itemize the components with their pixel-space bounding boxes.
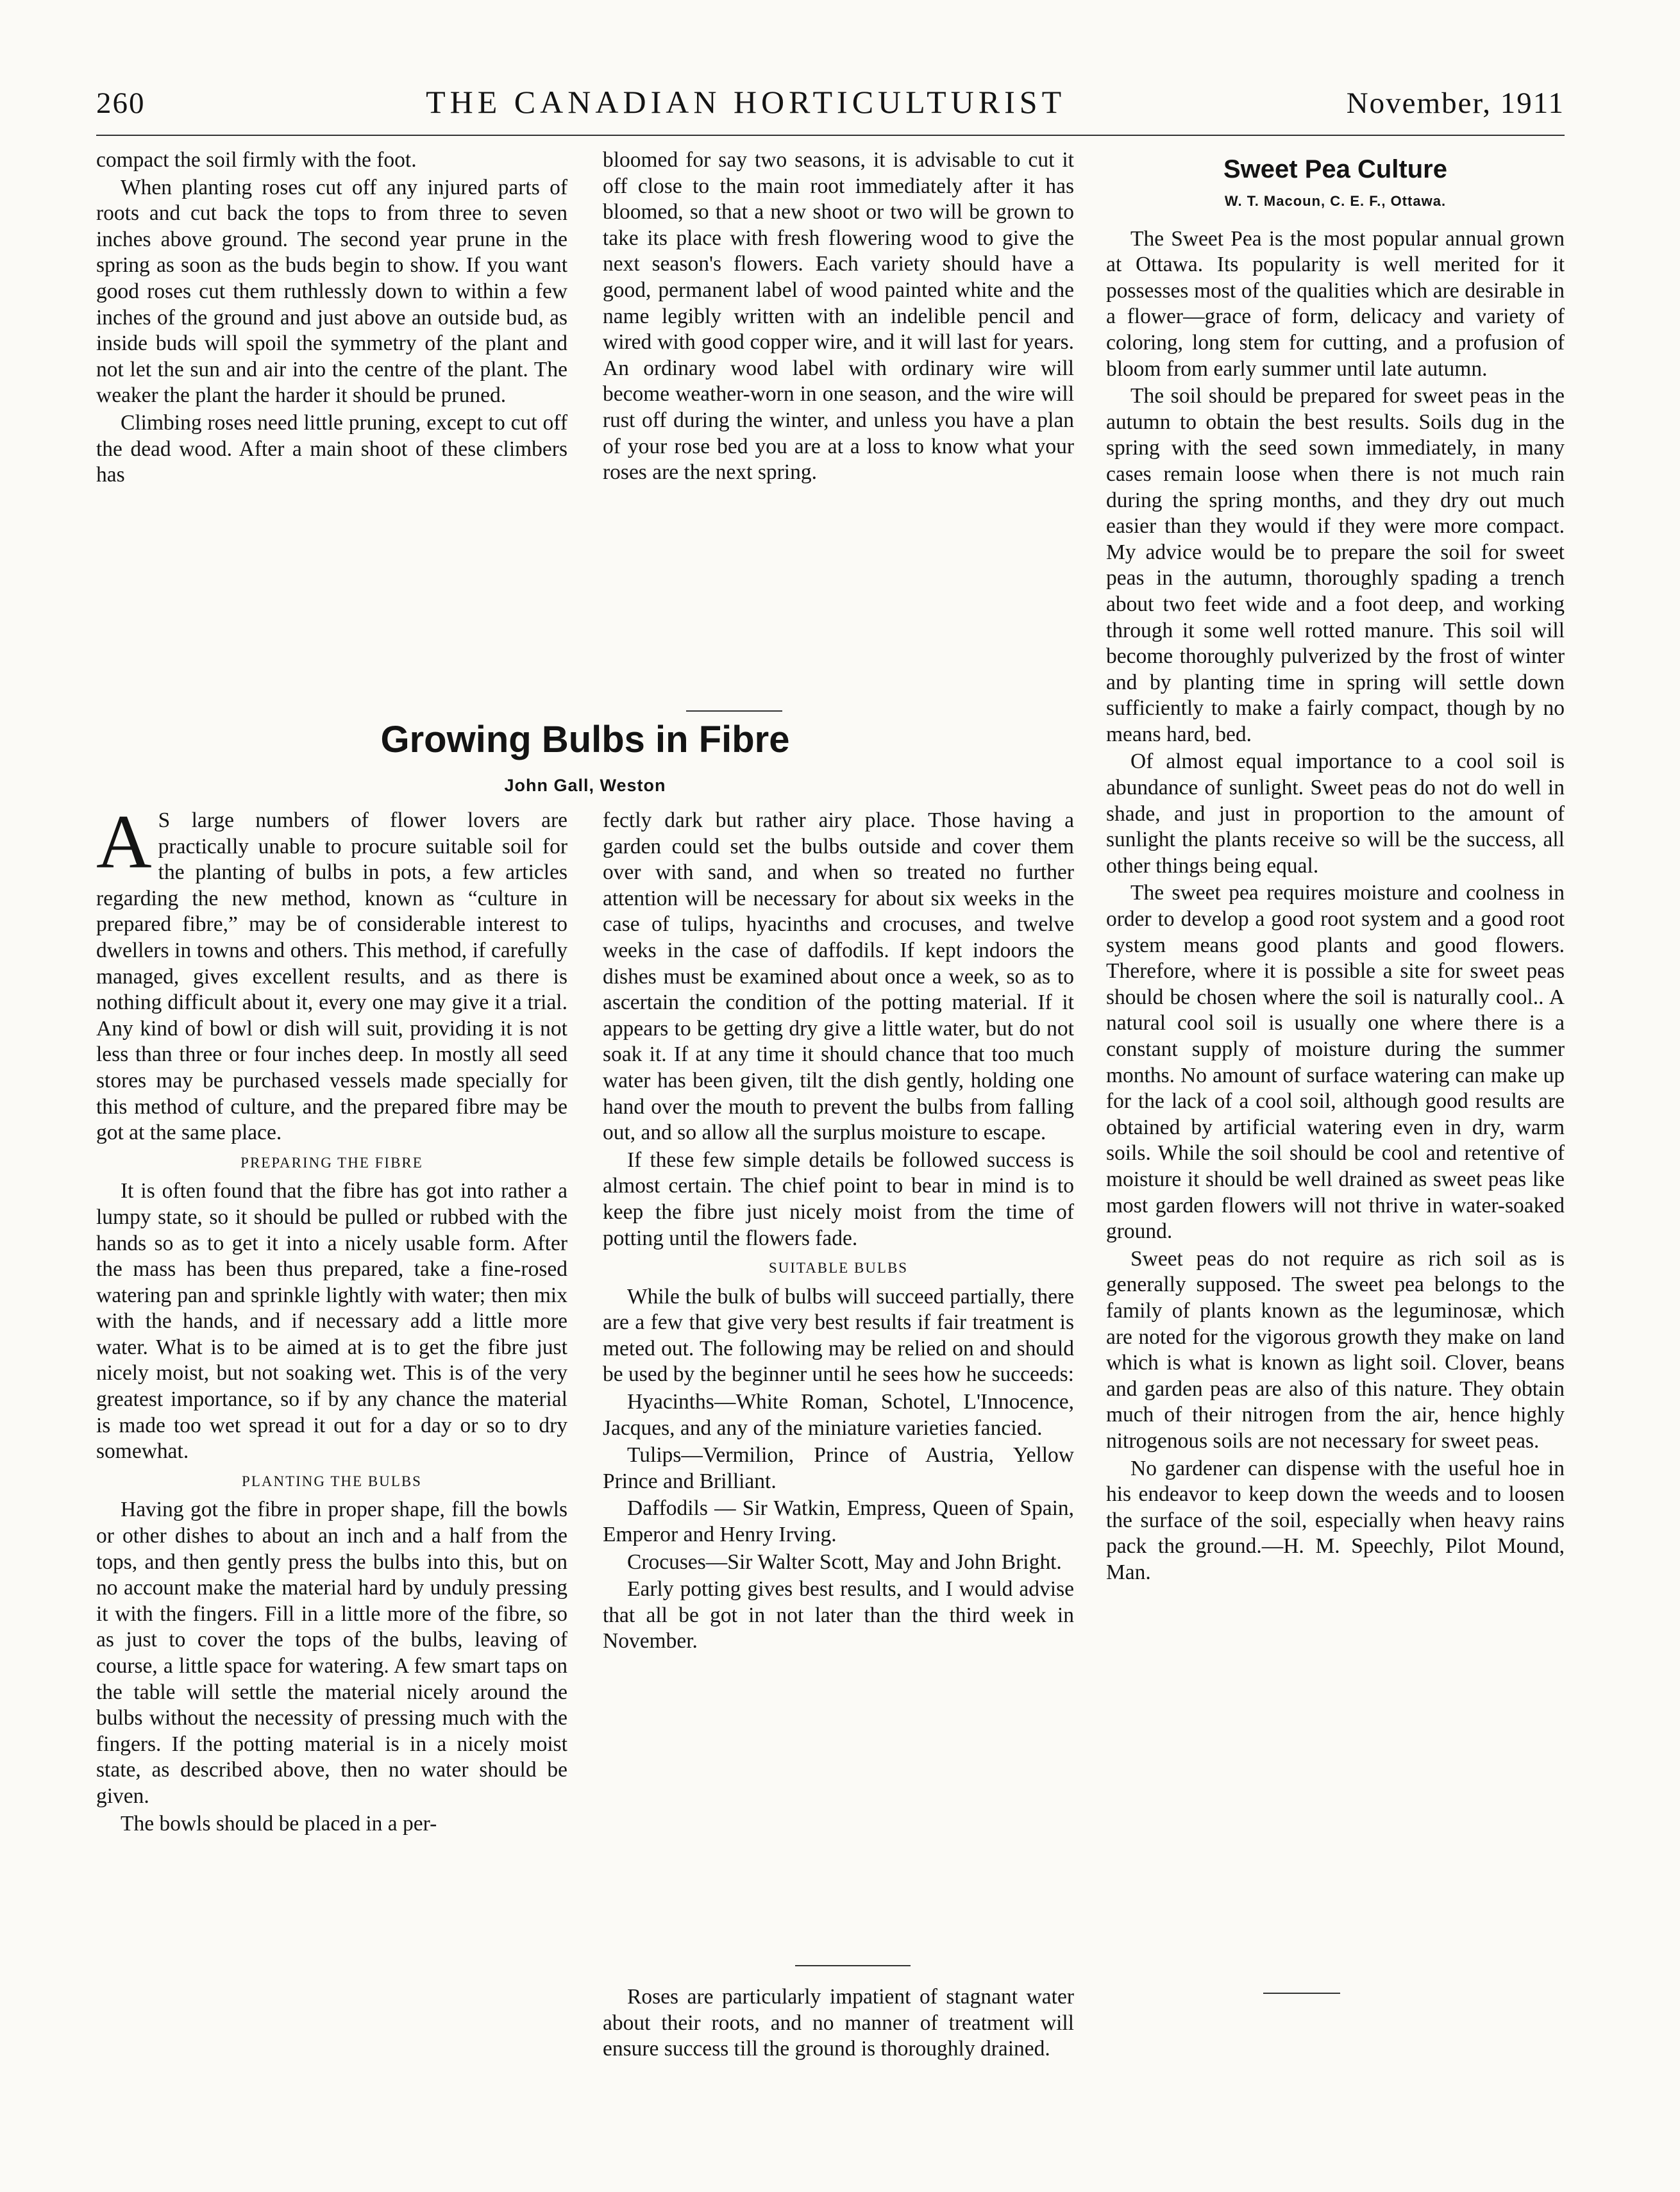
bulb-list-item: Hyacinths—White Roman, Schotel, L'Innocence, Jacques, and any of the miniature varieties fancied. (603, 1390, 1074, 1440)
section-rule (686, 710, 782, 712)
bulb-list-item: Crocuses—Sir Walter Scott, May and John Bright. (627, 1550, 1062, 1574)
running-head (96, 83, 1565, 130)
section-rule (795, 1965, 911, 1966)
body-paragraph: Sweet peas do not require as rich soil as is generally supposed. The sweet pea belongs to the family of plants known as the leguminosæ, which are noted for the vigorous growth they make on land which is what is known as light soil. Clover, beans and garden peas are also of this nature. They obtain much of their nitrogen from the air, hence highly nitrogenous soils are not necessary for sweet peas. (1106, 1246, 1565, 1453)
body-paragraph: If these few simple details be followed success is almost certain. The chief point to bear in mind is to keep the fibre just nicely moist from the time of potting until the flowers fade. (603, 1148, 1074, 1250)
body-paragraph: compact the soil firmly with the foot. (96, 148, 417, 172)
article-byline: John Gall, Weston (504, 776, 666, 795)
issue-date: November, 1911 (1346, 87, 1565, 120)
drop-cap: A (96, 799, 152, 884)
bulbs-column-2 (603, 808, 1074, 1655)
bulbs-column-1 (96, 799, 567, 1837)
subheading: SUITABLE BULBS (768, 1260, 909, 1276)
sweet-pea-column (1106, 147, 1565, 1585)
body-paragraph: Roses are particularly impatient of stagnant water about their roots, and no manner of treatment will ensure success till the ground is thoroughly drained. (603, 1985, 1074, 2061)
page-number: 260 (96, 87, 146, 120)
subheading: PREPARING THE FIBRE (240, 1154, 423, 1171)
body-paragraph: fectly dark but rather airy place. Those having a garden could set the bulbs outside and cover them over with sand, and when so treated no further attention will be necessary for about six weeks in the case of tulips, hyacinths and crocuses, and twelve weeks in the case of daffodils. If kept indoors the dishes must be examined about once a week, so as to ascertain the condition of the potting material. If it appears to be getting dry give a little water, but do not soak it. If at any time it should chance that too much water has been given, tilt the dish gently, holding one hand over the mouth to prevent the bulbs from falling out, and so allow all the surplus moisture to escape. (603, 808, 1074, 1145)
body-paragraph: When planting roses cut off any injured parts of roots and cut back the tops to from three to seven inches above ground. The second year prune in the spring as soon as the buds begin to show. If you want good roses cut them ruthlessly down to within a few inches of the ground and just above an outside bud, as inside buds will spoil the symmetry of the plant and not let the sun and air into the centre of the plant. The weaker the plant the harder it should be pruned. (96, 175, 567, 408)
roses-continued-column-1 (96, 147, 567, 489)
article-title: Sweet Pea Culture (1223, 155, 1447, 183)
roses-continued-column-2 (603, 147, 1074, 486)
body-paragraph: Of almost equal importance to a cool soil is abundance of sunlight. Sweet peas do not do well in shade, and just in proportion to the amount of sunlight the plants receive so will be the success, all other things being equal. (1106, 749, 1565, 878)
body-paragraph: The Sweet Pea is the most popular annual grown at Ottawa. Its popularity is well merited for it possesses most of the qualities which are desirable in a flower—grace of form, delicacy and variety of coloring, long stem for cutting, and a profusion of bloom from early summer until late autumn. (1106, 226, 1565, 381)
body-paragraph: bloomed for say two seasons, it is advisable to cut it off close to the main root immediately after it has bloomed, so that a new shoot or two will be grown to take its place with fresh flowering wood to give the next season's flowers. Each variety should have a good, permanent label of wood painted white and the name legibly written with an indelible pencil and wired with good copper wire, and it will last for years. An ordinary wood label with ordinary wire will become weather-worn in one season, and the wire will rust off during the winter, and unless you have a plan of your rose bed you are at a loss to know what your roses are the next spring. (603, 148, 1074, 485)
article-title: Growing Bulbs in Fibre (380, 719, 790, 760)
body-paragraph: Having got the fibre in proper shape, fill the bowls or other dishes to about an inch and a half from the tops, and then gently press the bulbs into this, but on no account make the material hard by unduly pressing it with the fingers. Fill in a little more of the fibre, so as just to cover the tops of the bulbs, leaving of course, a little space for watering. A few smart taps on the table will settle the material nicely around the bulbs without the necessity of pressing much with the fingers. If the potting material is in a nicely moist state, as described above, then no water should be given. (96, 1498, 567, 1808)
body-paragraph: Climbing roses need little pruning, except to cut off the dead wood. After a main shoot of these climbers has (96, 410, 567, 487)
intro-paragraph: A S large numbers of flower lovers are practically unable to procure suitable soil for the planting of bulbs in pots, a few articles regarding the new method, known as “culture in prepared fibre,” may be of considerable interest to dwellers in towns and others. This method, if carefully managed, gives excellent results, and as there is nothing difficult about it, every one may give it a trial. Any kind of bowl or dish will suit, providing it is not less than three or four inches deep. In mostly all seed stores may be purchased vessels made specially for this method of culture, and the prepared fibre may be got at the same place. (96, 799, 567, 1145)
section-rule (1263, 1993, 1340, 1994)
body-paragraph: The sweet pea requires moisture and coolness in order to develop a good root system and a good root system means good plants and good flowers. Therefore, where it is possible a site for sweet peas should be chosen where the soil is naturally cool.. A natural cool soil is usually one where there is a constant supply of moisture during the summer months. No amount of surface watering can make up for the lack of a cool soil, although good results are obtained by artificial watering even in dry, warm soils. While the soil should be cool and retentive of moisture it should be well drained as sweet peas like most garden flowers will not thrive in water-soaked ground. (1106, 881, 1565, 1244)
roses-note-column (603, 1984, 1074, 2062)
body-paragraph: No gardener can dispense with the useful hoe in his endeavor to keep down the weeds and to loosen the surface of the soil, especially when heavy rains pack the ground.—H. M. Speechly, Pilot Mound, Man. (1106, 1456, 1565, 1584)
bulb-list-item: Tulips—Vermilion, Prince of Austria, Yellow Prince and Brilliant. (603, 1443, 1074, 1493)
subheading: PLANTING THE BULBS (242, 1473, 422, 1489)
body-paragraph: While the bulk of bulbs will succeed partially, there are a few that give very best results if fair treatment is meted out. The following may be relied on and should be used by the beginner until he sees how he succeeds: (603, 1284, 1074, 1387)
article-byline: W. T. Macoun, C. E. F., Ottawa. (1224, 193, 1447, 209)
journal-title: THE CANADIAN HORTICULTURIST (426, 84, 1066, 120)
body-paragraph: The soil should be prepared for sweet peas in the autumn to obtain the best results. Soils dug in the spring with the seed sown immediately, in many cases remain loose when there is not much rain during the spring months, and they dry out much easier than they would if they were more compact. My advice would be to prepare the soil for sweet peas in the autumn, thoroughly spading a trench about two feet wide and a foot deep, and working through it some well rotted manure. This soil will become thoroughly pulverized by the frost of winter and by planting time in spring will settle down sufficiently to make a fairly compact, though by no means hard, bed. (1106, 384, 1565, 746)
magazine-page (96, 83, 1565, 2109)
body-paragraph: The bowls should be placed in a per- (121, 1811, 437, 1836)
body-paragraph: It is often found that the fibre has got into rather a lumpy state, so it should be pulled or rubbed with the hands so as to get it into a nicely usable form. After the mass has been thus prepared, take a fine-rosed watering pan and sprinkle lightly with water; then mix with the hands, and if necessary add a little more water. What is to be aimed at is to get the fibre just nicely moist, but not soaking wet. This is of the very greatest importance, so if by any chance the material is made too wet spread it out for a day or so to dry somewhat. (96, 1179, 567, 1464)
header-rule (96, 135, 1565, 136)
body-paragraph: Early potting gives best results, and I would advise that all be got in not later than the third week in November. (603, 1577, 1074, 1653)
bulb-list-item: Daffodils — Sir Watkin, Empress, Queen of Spain, Emperor and Henry Irving. (603, 1496, 1074, 1547)
